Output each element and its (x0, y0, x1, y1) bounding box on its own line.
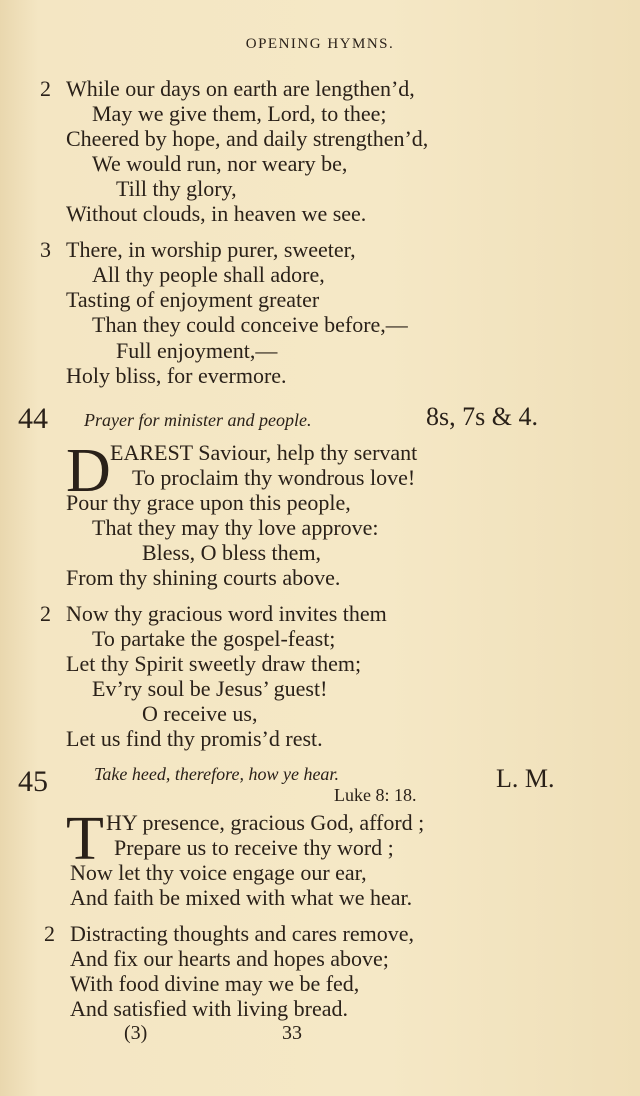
verse-line: Bless, O bless them, (142, 540, 322, 565)
hymn-title: Prayer for minister and people. (84, 410, 312, 430)
verse-line: Cheered by hope, and daily strengthen’d, (66, 126, 429, 151)
verse-line: We would run, nor weary be, (92, 151, 348, 176)
page-number: 33 (282, 1022, 302, 1044)
hymn-meter: L. M. (496, 764, 555, 793)
verse-line: O receive us, (142, 701, 258, 726)
verse-line: Full enjoyment,— (116, 338, 278, 363)
verse-line: Now thy gracious word invites them (66, 601, 387, 626)
stanza-number: 2 (40, 76, 51, 101)
scripture-reference: Luke 8: 18. (334, 785, 417, 805)
verse-line: From thy shining courts above. (66, 565, 341, 590)
verse-line: All thy people shall adore, (92, 262, 325, 287)
hymn-number: 45 (18, 765, 48, 798)
stanza-number: 2 (44, 921, 55, 946)
verse-line: EAREST Saviour, help thy servant (110, 440, 418, 465)
verse-line: Without clouds, in heaven we see. (66, 201, 367, 226)
drop-cap: T (66, 805, 104, 873)
signature-mark: (3) (124, 1022, 148, 1044)
verse-line: Distracting thoughts and cares remove, (70, 921, 414, 946)
verse-line: Now let thy voice engage our ear, (70, 860, 367, 885)
verse-line: And satisfied with living bread. (70, 996, 349, 1021)
verse-line: HY presence, gracious God, afford ; (106, 810, 425, 835)
verse-line: Pour thy grace upon this people, (66, 490, 351, 515)
verse-line: And fix our hearts and hopes above; (70, 946, 389, 971)
verse-line: Ev’ry soul be Jesus’ guest! (92, 676, 328, 701)
running-header: OPENING HYMNS. (245, 36, 395, 52)
hymn-meter: 8s, 7s & 4. (426, 402, 538, 431)
verse-line: To proclaim thy wondrous love! (132, 465, 416, 490)
verse-line: While our days on earth are lengthen’d, (66, 76, 415, 101)
verse-line: May we give them, Lord, to thee; (92, 101, 387, 126)
hymn-title: Take heed, therefore, how ye hear. (94, 764, 339, 784)
verse-line: Tasting of enjoyment greater (66, 287, 320, 312)
verse-line: With food divine may we be fed, (70, 971, 360, 996)
verse-line: And faith be mixed with what we hear. (70, 885, 413, 910)
stanza-number: 2 (40, 601, 51, 626)
verse-line: That they may thy love approve: (92, 515, 379, 540)
drop-cap: D (66, 437, 111, 505)
verse-line: Holy bliss, for evermore. (66, 363, 287, 388)
verse-line: Till thy glory, (116, 176, 237, 201)
verse-line: To partake the gospel-feast; (92, 626, 336, 651)
verse-line: There, in worship purer, sweeter, (66, 237, 356, 262)
stanza-number: 3 (40, 237, 51, 262)
verse-line: Let us find thy promis’d rest. (66, 726, 323, 751)
verse-line: Than they could conceive before,— (92, 312, 408, 337)
verse-line: Let thy Spirit sweetly draw them; (66, 651, 362, 676)
hymn-number: 44 (18, 402, 48, 435)
verse-line: Prepare us to receive thy word ; (114, 835, 394, 860)
